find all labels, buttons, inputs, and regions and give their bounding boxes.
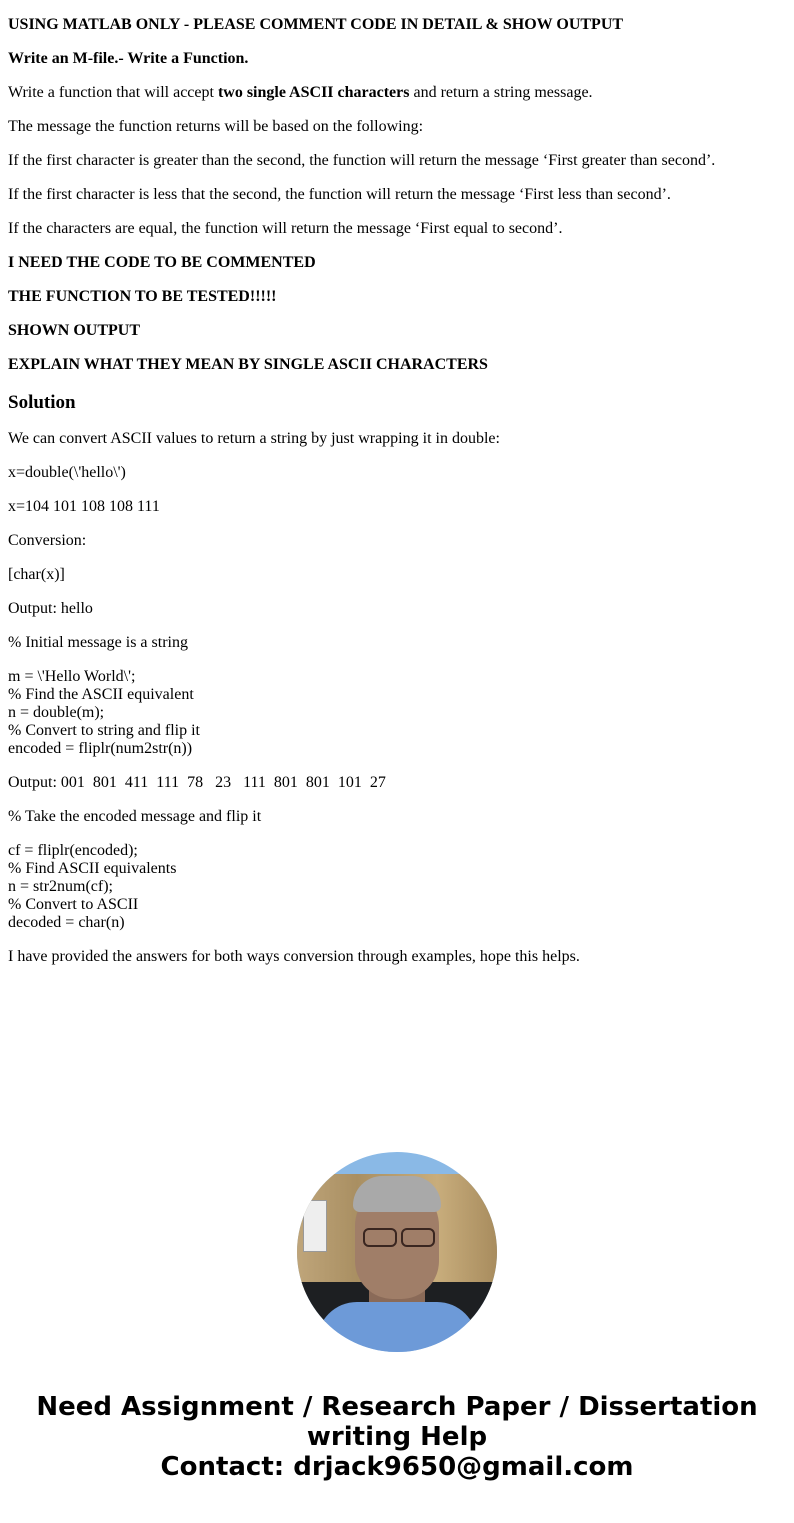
solution-text: [char(x)] (8, 566, 65, 583)
question-line: If the first character is less that the second, the function will return the message ‘First less than second’. (8, 186, 671, 203)
solution-text: % Take the encoded message and flip it (8, 808, 262, 825)
encoded-output: Output: 001 801 411 111 78 23 111 801 801 101 27 (8, 774, 386, 791)
solution-text: We can convert ASCII values to return a string by just wrapping it in double: (8, 430, 500, 447)
question-line: The message the function returns will be based on the following: (8, 118, 424, 135)
requirement: THE FUNCTION TO BE TESTED!!!!! (8, 288, 277, 305)
spacer (8, 982, 786, 1152)
question-title: USING MATLAB ONLY - PLEASE COMMENT CODE IN DETAIL & SHOW OUTPUT (8, 16, 624, 33)
requirement: EXPLAIN WHAT THEY MEAN BY SINGLE ASCII CHARACTERS (8, 356, 488, 373)
solution-heading: Solution (8, 392, 76, 413)
closing-text: I have provided the answers for both ways conversion through examples, hope this helps. (8, 948, 580, 965)
question-intro: Write a function that will accept two single ASCII characters and return a string message. (8, 84, 593, 101)
question-subtitle: Write an M-file.- Write a Function. (8, 50, 249, 67)
requirement: I NEED THE CODE TO BE COMMENTED (8, 254, 316, 271)
question-line: If the characters are equal, the function will return the message ‘First equal to second’. (8, 220, 563, 237)
footer-line: Need Assignment / Research Paper / Dissertation writing Help (36, 1392, 758, 1452)
solution-text: % Initial message is a string (8, 634, 188, 651)
solution-text: x=104 101 108 108 111 (8, 498, 160, 515)
code-block-encode: m = \'Hello World\'; % Find the ASCII equivalent n = double(m); % Convert to string and flip it encoded = fliplr(num2str(n)) (8, 668, 200, 757)
question-line: If the first character is greater than the second, the function will return the message ‘First greater than second’. (8, 152, 716, 169)
code-block-decode: cf = fliplr(encoded); % Find ASCII equivalents n = str2num(cf); % Convert to ASCII decoded = char(n) (8, 842, 177, 931)
footer-ad (8, 1392, 786, 1482)
requirement: SHOWN OUTPUT (8, 322, 141, 339)
solution-text: x=double(\'hello\') (8, 464, 126, 481)
author-photo (297, 1152, 497, 1352)
solution-text: Output: hello (8, 600, 93, 617)
footer-contact: Contact: drjack9650@gmail.com (160, 1452, 634, 1482)
solution-text: Conversion: (8, 532, 87, 549)
